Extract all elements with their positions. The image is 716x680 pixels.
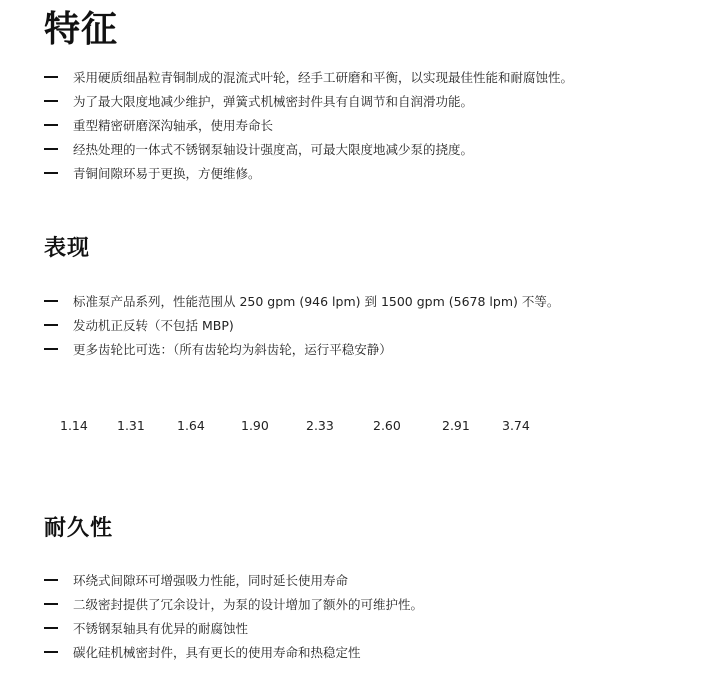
features-heading: 特征: [44, 9, 119, 50]
dash-bullet-icon: [44, 124, 58, 126]
list-item-text: 发动机正反转（不包括 MBP): [73, 318, 234, 333]
dash-bullet-icon: [44, 651, 58, 653]
list-item-text: 环绕式间隙环可增强吸力性能，同时延长使用寿命: [73, 573, 349, 588]
list-item: [44, 568, 423, 592]
list-item-text: 二级密封提供了冗余设计，为泵的设计增加了额外的可维护性。: [73, 597, 424, 612]
list-item: [44, 113, 573, 137]
list-item-text: 标准泵产品系列，性能范围从 250 gpm (946 lpm) 到 1500 gpm (5678 lpm) 不等。: [73, 294, 560, 309]
gear-ratio: 1.64: [177, 418, 205, 433]
dash-bullet-icon: [44, 324, 58, 326]
list-item-text: 采用硬质细晶粒青铜制成的混流式叶轮，经手工研磨和平衡，以实现最佳性能和耐腐蚀性。: [73, 70, 574, 85]
dash-bullet-icon: [44, 76, 58, 78]
gear-ratio: 1.14: [60, 418, 88, 433]
list-item: [44, 137, 573, 161]
list-item: [44, 65, 573, 89]
list-item: [44, 592, 423, 616]
dash-bullet-icon: [44, 603, 58, 605]
list-item-text: 重型精密研磨深沟轴承，使用寿命长: [73, 118, 274, 133]
dash-bullet-icon: [44, 348, 58, 350]
dash-bullet-icon: [44, 627, 58, 629]
gear-ratio-row: [0, 416, 716, 436]
list-item: [44, 161, 573, 185]
gear-ratio: 2.91: [442, 418, 470, 433]
list-item: [44, 313, 559, 337]
performance-heading: 表现: [44, 236, 91, 261]
performance-list: [44, 289, 559, 361]
list-item: [44, 337, 559, 361]
list-item-text: 经热处理的一体式不锈钢泵轴设计强度高，可最大限度地减少泵的挠度。: [73, 142, 474, 157]
dash-bullet-icon: [44, 579, 58, 581]
list-item-text: 青铜间隙环易于更换，方便维修。: [73, 166, 261, 181]
list-item: [44, 616, 423, 640]
gear-ratio: 1.31: [117, 418, 145, 433]
dash-bullet-icon: [44, 172, 58, 174]
dash-bullet-icon: [44, 100, 58, 102]
gear-ratio: 2.60: [373, 418, 401, 433]
list-item-text: 更多齿轮比可选：（所有齿轮均为斜齿轮，运行平稳安静）: [73, 342, 392, 357]
list-item-text: 不锈钢泵轴具有优异的耐腐蚀性: [73, 621, 249, 636]
dash-bullet-icon: [44, 148, 58, 150]
gear-ratio: 3.74: [502, 418, 530, 433]
dash-bullet-icon: [44, 300, 58, 302]
gear-ratio: 2.33: [306, 418, 334, 433]
durability-heading: 耐久性: [44, 516, 114, 541]
list-item: [44, 289, 559, 313]
gear-ratio: 1.90: [241, 418, 269, 433]
list-item: [44, 89, 573, 113]
list-item-text: 碳化硅机械密封件，具有更长的使用寿命和热稳定性: [73, 645, 361, 660]
list-item: [44, 640, 423, 664]
list-item-text: 为了最大限度地减少维护，弹簧式机械密封件具有自调节和自润滑功能。: [73, 94, 474, 109]
features-list: [44, 65, 573, 185]
durability-list: [44, 568, 423, 664]
